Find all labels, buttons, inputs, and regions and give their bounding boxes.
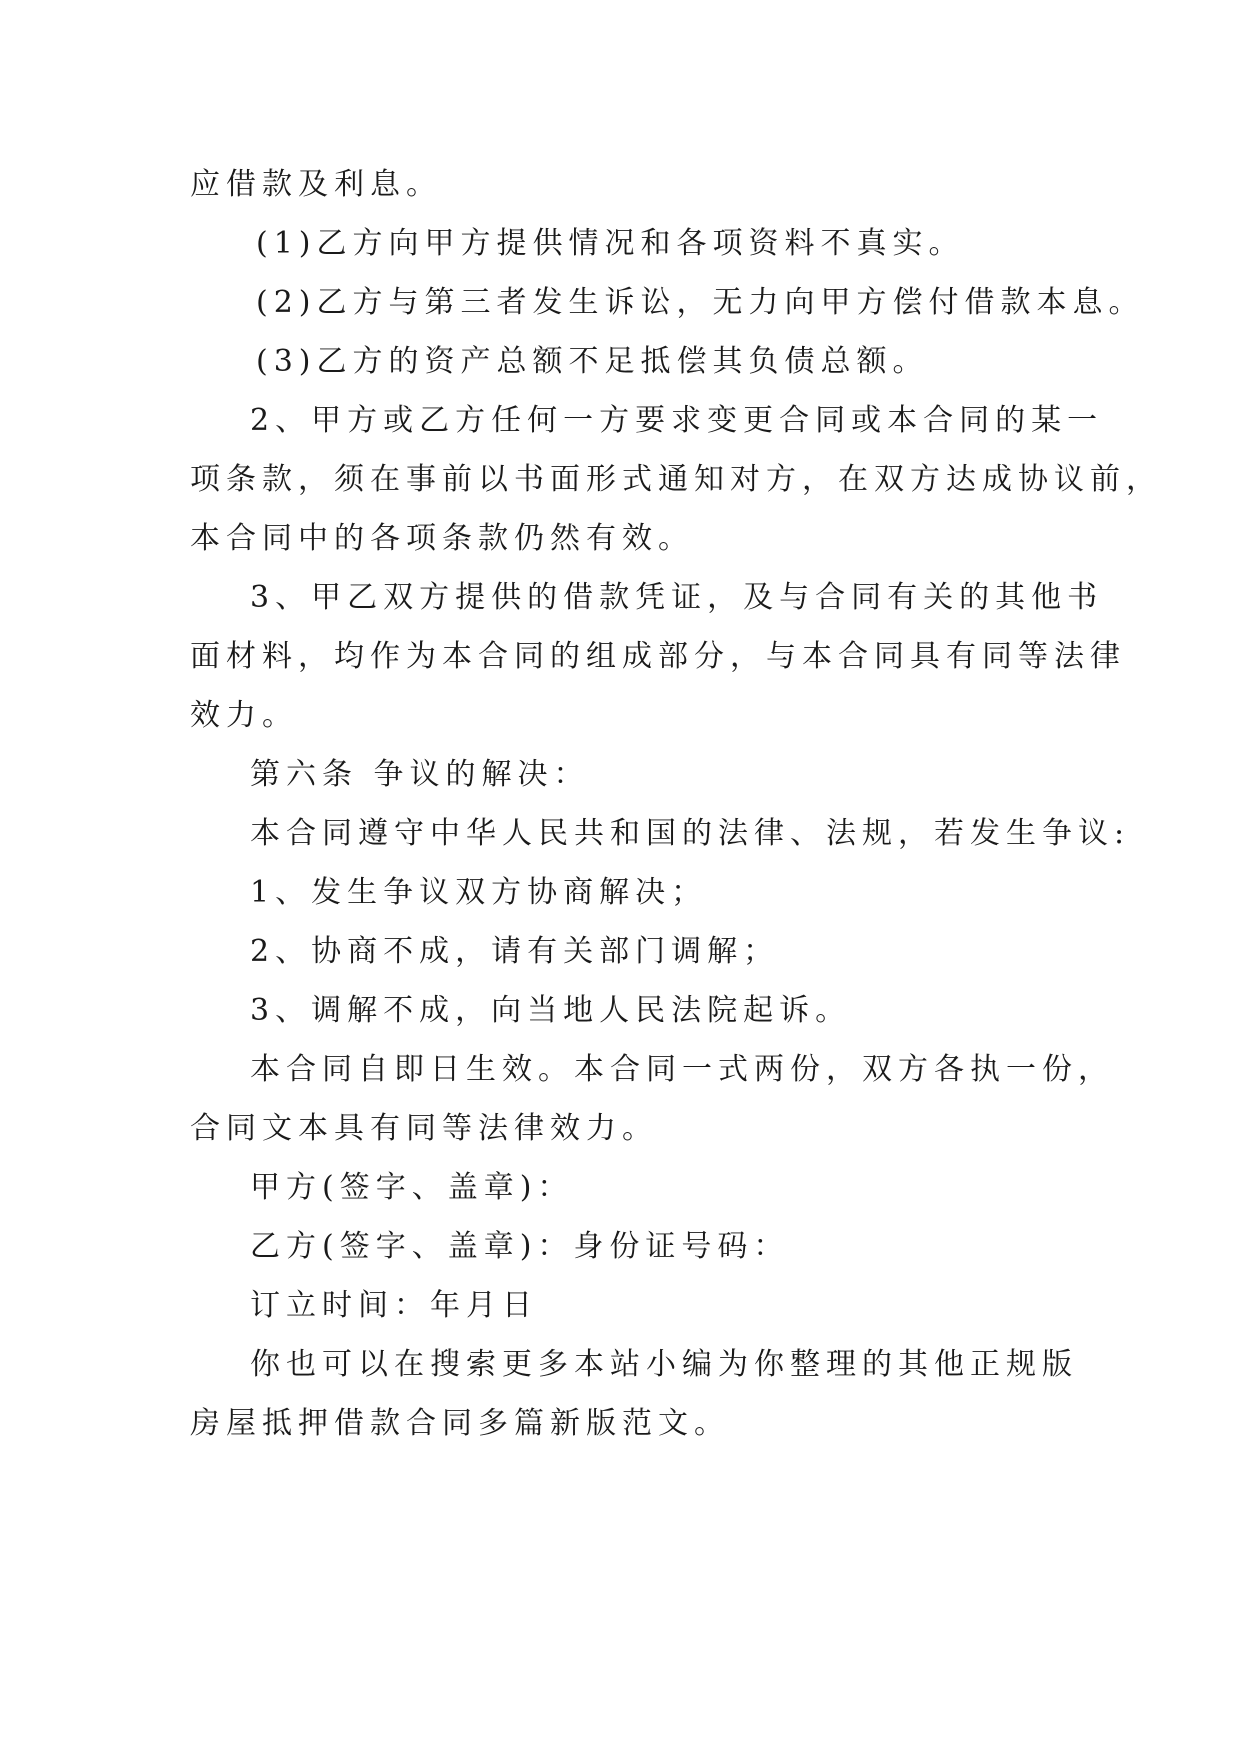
text-line: 项条款，须在事前以书面形式通知对方，在双方达成协议前， [190, 462, 1162, 497]
date-line: 订立时间：年月日 [250, 1288, 538, 1323]
text-line: (3)乙方的资产总额不足抵偿其负债总额。 [256, 344, 929, 379]
text-line: 本合同中的各项条款仍然有效。 [190, 521, 694, 556]
text-line: (2)乙方与第三者发生诉讼，无力向甲方偿付借款本息。 [256, 285, 1145, 320]
text-line: (1)乙方向甲方提供情况和各项资料不真实。 [256, 226, 965, 261]
text-line: 你也可以在搜索更多本站小编为你整理的其他正规版 [250, 1347, 1078, 1382]
text-line: 2、甲方或乙方任何一方要求变更合同或本合同的某一 [250, 403, 1104, 438]
section-heading: 第六条 争议的解决： [250, 757, 590, 792]
text-line: 3、甲乙双方提供的借款凭证，及与合同有关的其他书 [250, 580, 1104, 615]
text-line: 1、发生争议双方协商解决； [250, 875, 708, 910]
text-line: 面材料，均作为本合同的组成部分，与本合同具有同等法律 [190, 639, 1126, 674]
signature-line-party-a: 甲方(签字、盖章)： [250, 1170, 574, 1205]
text-line: 房屋抵押借款合同多篇新版范文。 [190, 1406, 730, 1441]
text-line: 应借款及利息。 [190, 167, 442, 202]
signature-line-party-b: 乙方(签字、盖章)：身份证号码： [250, 1229, 790, 1264]
text-line: 合同文本具有同等法律效力。 [190, 1111, 658, 1146]
text-line: 本合同自即日生效。本合同一式两份，双方各执一份， [250, 1052, 1114, 1087]
text-line: 效力。 [190, 698, 298, 733]
text-line: 3、调解不成，向当地人民法院起诉。 [250, 993, 852, 1028]
text-line: 2、协商不成，请有关部门调解； [250, 934, 780, 969]
text-line: 本合同遵守中华人民共和国的法律、法规，若发生争议: [250, 816, 1131, 851]
